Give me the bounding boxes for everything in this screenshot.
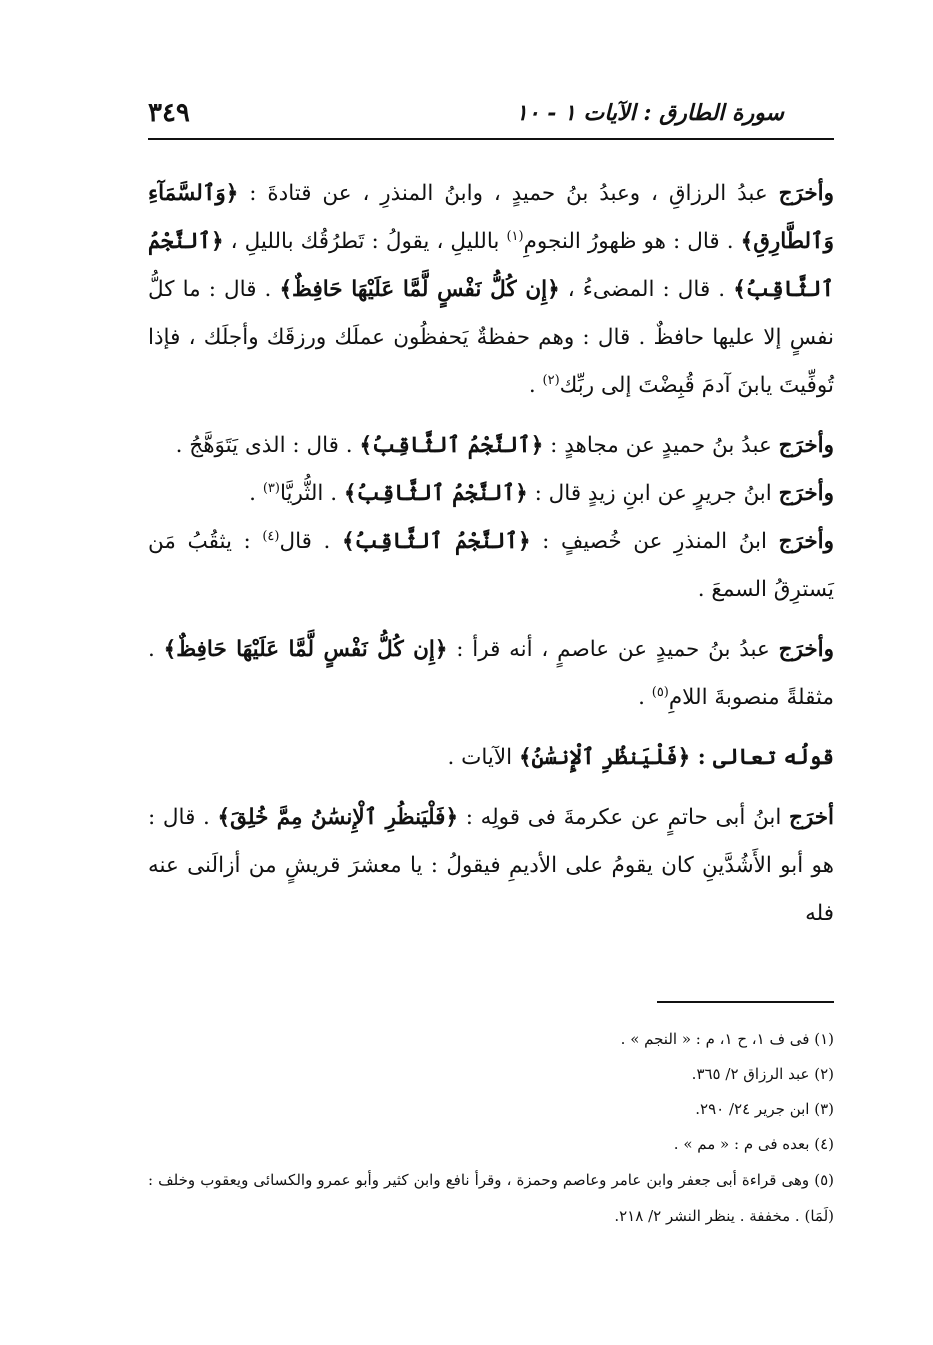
- quran-quote: ﴿وَٱلسَّمَآءِ وَٱلطَّارِقِ﴾: [148, 181, 834, 254]
- text: ابنُ المنذرِ عن خُصيفٍ :: [530, 529, 779, 554]
- main-text: [148, 170, 834, 938]
- footnote-ref[interactable]: (٢): [542, 372, 560, 388]
- footnote-2: (٢) عبد الرزاق ٢/ ٣٦٥.: [691, 1065, 834, 1083]
- lead-word: وأخرَج: [778, 481, 834, 506]
- text: .: [249, 481, 263, 506]
- lead-word: وأخرَج: [778, 181, 834, 206]
- paragraph-4: [148, 518, 834, 614]
- paragraph-7: [148, 794, 834, 938]
- text: ابنُ أبى حاتمٍ عن عكرمةَ فى قولِه :: [458, 805, 789, 830]
- lead-word: أخرَج: [788, 805, 834, 830]
- text: . مثقلةً منصوبةَ اللامِ: [148, 637, 834, 710]
- footnote-ref[interactable]: (٥): [651, 684, 669, 700]
- quran-quote: ﴿إِن كُلُّ نَفْسٍ لَّمَّا عَلَيْهَا حَافِظٌ﴾: [163, 637, 448, 662]
- text: . قال : هو ظهورُ النجومِ: [523, 229, 741, 254]
- running-title: سورة الطارق : الآيات ١ - ١٠: [515, 100, 784, 126]
- text: .: [528, 373, 543, 398]
- lead-word: وأخرَج: [778, 433, 834, 458]
- quran-quote: ﴿فَلْيَنظُرِ ٱلْإِنسَٰنُ مِمَّ خُلِقَ﴾: [217, 805, 459, 830]
- page-number: ٣٤٩: [148, 98, 190, 128]
- page-header: [148, 96, 834, 140]
- footnote-1: (١) فى ف ١، ح ١، م : « النجم » .: [620, 1030, 834, 1048]
- text: .: [638, 685, 652, 710]
- text: بالليلِ ، يقولُ : تَطرُقُك بالليلِ ،: [223, 229, 507, 254]
- lead-word: وأخرَج: [778, 637, 835, 662]
- footnote-5: (٥) وهى قراءة أبى جعفر وابن عامر وعاصم وحمزة ، وقرأ نافع وابن كثير وأبو عمرو والكسائى ويعقوب وخلف : (لَمَا) . مخففة . ينظر النشر ٢/ ٢١٨.: [148, 1171, 834, 1225]
- text: عبدُ بنُ حميدٍ عن مجاهدٍ :: [543, 433, 779, 458]
- lead-word: وأخرَج: [778, 529, 834, 554]
- text: . قال : المضىءُ ،: [559, 277, 734, 302]
- paragraph-2: [148, 422, 834, 470]
- quran-quote: ﴿ٱلنَّجْمُ ٱلثَّاقِبُ﴾: [343, 481, 528, 506]
- text: عبدُ بنُ حميدٍ عن عاصمٍ ، أنه قرأ :: [447, 637, 779, 662]
- text: . قال : ما كلُّ نفسٍ إلا عليها حافظٌ . قال : وهم حفظةٌ يَحفظُون عملَك ورزقَك وأجلَك ، فإذا تُوفِّيتَ يابنَ آدمَ قُبِضْتَ إلى ربِّك: [148, 277, 834, 398]
- paragraph-3: [148, 470, 834, 518]
- text: . قال: [279, 529, 342, 554]
- lead-word: قولُه تعالى :: [690, 745, 834, 770]
- quran-quote: ﴿إِن كُلُّ نَفْسٍ لَّمَّا عَلَيْهَا حَافِظٌ﴾: [279, 277, 560, 302]
- paragraph-1: [148, 170, 834, 410]
- paragraph-6: [148, 734, 834, 782]
- quran-quote: ﴿فَلْيَنظُرِ ٱلْإِنسَٰنُ﴾: [518, 745, 691, 770]
- text: عبدُ الرزاقِ ، وعبدُ بنُ حميدٍ ، وابنُ المنذرِ ، عن قتادةَ :: [238, 181, 779, 206]
- footnote-ref[interactable]: (١): [506, 228, 524, 244]
- text: : يثقُبُ مَن يَسترِقُ السمعَ .: [148, 529, 834, 602]
- text: . قال : الذى يَتَوَهَّجُ .: [175, 433, 360, 458]
- footnotes: [148, 1022, 834, 1234]
- footnote-ref[interactable]: (٣): [262, 480, 280, 496]
- footnote-ref[interactable]: (٤): [262, 528, 280, 544]
- footnote-separator: [657, 1001, 834, 1003]
- text: الآيات .: [447, 745, 519, 770]
- quran-quote: ﴿ٱلنَّجْمُ ٱلثَّاقِبُ﴾: [359, 433, 544, 458]
- text: . الثُّريَّا: [279, 481, 344, 506]
- quran-quote: ﴿ٱلنَّجْمُ ٱلثَّاقِبُ﴾: [341, 529, 531, 554]
- text: . قال : هو أبو الأَشُدَّينِ كان يقومُ على الأديمِ فيقولُ : يا معشرَ قريشٍ من أزالَنى عنه فله: [148, 805, 834, 926]
- footnote-4: (٤) بعده فى م : « مم » .: [673, 1135, 834, 1153]
- text: ابنُ جريرٍ عن ابنِ زيدٍ قال :: [527, 481, 779, 506]
- footnote-3: (٣) ابن جرير ٢٤/ ٢٩٠.: [695, 1100, 834, 1118]
- paragraph-5: [148, 626, 834, 722]
- quran-quote: ﴿ٱلنَّجْمُ ٱلثَّاقِبُ﴾: [148, 229, 834, 302]
